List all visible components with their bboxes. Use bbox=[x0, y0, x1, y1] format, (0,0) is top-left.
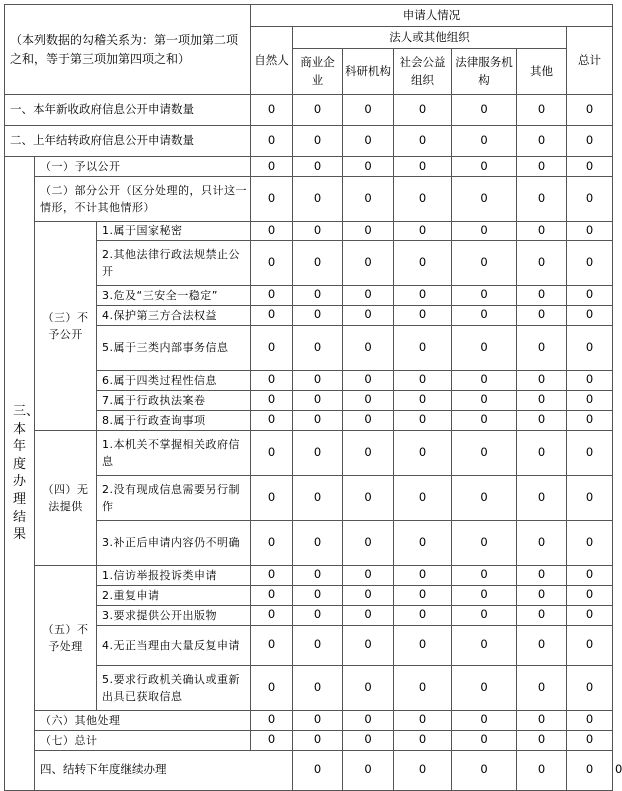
header-legal-service: 法律服务机构 bbox=[452, 49, 517, 95]
value-cell: 0 bbox=[567, 565, 613, 585]
value-cell: 0 bbox=[343, 665, 394, 710]
value-cell: 0 bbox=[567, 305, 613, 325]
value-cell: 0 bbox=[293, 126, 343, 157]
table-row bbox=[5, 665, 613, 710]
value-cell: 0 bbox=[567, 475, 613, 520]
header-applicant: 申请人情况 bbox=[251, 5, 613, 27]
group-label-g4: （四）无法提供 bbox=[35, 430, 97, 565]
value-cell: 0 bbox=[394, 177, 452, 222]
value-cell: 0 bbox=[394, 665, 452, 710]
row-label: 7.属于行政执法案卷 bbox=[97, 390, 251, 410]
value-cell: 0 bbox=[517, 240, 567, 285]
value-cell: 0 bbox=[394, 222, 452, 241]
value-cell: 0 bbox=[517, 430, 567, 475]
value-cell: 0 bbox=[452, 585, 517, 605]
row-label: 4.无正当理由大量反复申请 bbox=[97, 625, 251, 665]
value-cell: 0 bbox=[394, 430, 452, 475]
value-cell: 0 bbox=[343, 605, 394, 625]
value-cell: 0 bbox=[293, 430, 343, 475]
value-cell: 0 bbox=[343, 565, 394, 585]
value-cell: 0 bbox=[452, 370, 517, 390]
value-cell: 0 bbox=[567, 240, 613, 285]
value-cell: 0 bbox=[343, 625, 394, 665]
value-cell: 0 bbox=[293, 585, 343, 605]
value-cell: 0 bbox=[567, 625, 613, 665]
group-label-g3: （三）不予公开 bbox=[35, 222, 97, 431]
value-cell: 0 bbox=[251, 222, 293, 241]
value-cell: 0 bbox=[452, 475, 517, 520]
table-row bbox=[5, 370, 613, 390]
value-cell: 0 bbox=[452, 430, 517, 475]
header-social: 社会公益组织 bbox=[394, 49, 452, 95]
value-cell: 0 bbox=[251, 410, 293, 430]
table-row bbox=[5, 410, 613, 430]
value-cell: 0 bbox=[343, 750, 394, 790]
value-cell: 0 bbox=[567, 665, 613, 710]
value-cell: 0 bbox=[251, 585, 293, 605]
value-cell: 0 bbox=[394, 475, 452, 520]
table-row bbox=[5, 305, 613, 325]
value-cell: 0 bbox=[394, 585, 452, 605]
value-cell: 0 bbox=[251, 625, 293, 665]
value-cell: 0 bbox=[567, 430, 613, 475]
value-cell: 0 bbox=[452, 565, 517, 585]
row-label: （七）总计 bbox=[35, 730, 251, 750]
value-cell: 0 bbox=[517, 222, 567, 241]
value-cell: 0 bbox=[567, 410, 613, 430]
value-cell: 0 bbox=[394, 95, 452, 126]
value-cell: 0 bbox=[517, 475, 567, 520]
value-cell: 0 bbox=[251, 710, 293, 730]
value-cell: 0 bbox=[452, 605, 517, 625]
table-row bbox=[5, 565, 613, 585]
value-cell: 0 bbox=[293, 95, 343, 126]
value-cell: 0 bbox=[293, 605, 343, 625]
value-cell: 0 bbox=[293, 240, 343, 285]
value-cell: 0 bbox=[517, 157, 567, 177]
value-cell: 0 bbox=[567, 390, 613, 410]
value-cell: 0 bbox=[394, 730, 452, 750]
value-cell: 0 bbox=[343, 370, 394, 390]
value-cell: 0 bbox=[452, 240, 517, 285]
value-cell: 0 bbox=[394, 305, 452, 325]
value-cell: 0 bbox=[251, 325, 293, 370]
value-cell: 0 bbox=[251, 430, 293, 475]
value-cell: 0 bbox=[394, 565, 452, 585]
row-label: 3.补正后申请内容仍不明确 bbox=[97, 520, 251, 565]
value-cell: 0 bbox=[394, 157, 452, 177]
value-cell: 0 bbox=[517, 565, 567, 585]
value-cell: 0 bbox=[394, 520, 452, 565]
value-cell: 0 bbox=[293, 565, 343, 585]
value-cell: 0 bbox=[394, 240, 452, 285]
value-cell: 0 bbox=[343, 430, 394, 475]
table-row: 四、结转下年度继续办理 0 0 0 0 0 0 0 bbox=[5, 750, 613, 790]
value-cell: 0 bbox=[452, 157, 517, 177]
value-cell: 0 bbox=[251, 285, 293, 305]
value-cell: 0 bbox=[251, 240, 293, 285]
row-label: 4.保护第三方合法权益 bbox=[97, 305, 251, 325]
value-cell: 0 bbox=[343, 710, 394, 730]
table-row bbox=[5, 240, 613, 285]
value-cell: 0 bbox=[517, 520, 567, 565]
value-cell: 0 bbox=[251, 565, 293, 585]
table-row bbox=[5, 730, 613, 750]
value-cell: 0 bbox=[517, 305, 567, 325]
value-cell: 0 bbox=[293, 625, 343, 665]
row-label: 3.要求提供公开出版物 bbox=[97, 605, 251, 625]
group-label-g5: （五）不予处理 bbox=[35, 565, 97, 710]
value-cell: 0 bbox=[343, 240, 394, 285]
row-label: 四、结转下年度继续办理 bbox=[35, 750, 293, 790]
value-cell: 0 bbox=[343, 157, 394, 177]
value-cell: 0 bbox=[343, 520, 394, 565]
value-cell: 0 bbox=[251, 390, 293, 410]
value-cell: 0 bbox=[567, 370, 613, 390]
table-row bbox=[5, 520, 613, 565]
value-cell: 0 bbox=[343, 475, 394, 520]
value-cell: 0 bbox=[251, 370, 293, 390]
row-label: 6.属于四类过程性信息 bbox=[97, 370, 251, 390]
section3-label-text: 三、本年度办理结果 bbox=[13, 404, 40, 543]
row-label: 3.危及“三安全一稳定” bbox=[97, 285, 251, 305]
row-label: （二）部分公开（区分处理的，只计这一情形，不计其他情形） bbox=[35, 177, 251, 222]
value-cell: 0 bbox=[343, 285, 394, 305]
value-cell: 0 bbox=[452, 750, 517, 790]
value-cell: 0 bbox=[343, 222, 394, 241]
value-cell: 0 bbox=[517, 370, 567, 390]
row-label: 1.信访举报投诉类申请 bbox=[97, 565, 251, 585]
value-cell: 0 bbox=[251, 126, 293, 157]
row-label: 5.要求行政机关确认或重新出具已获取信息 bbox=[97, 665, 251, 710]
value-cell: 0 bbox=[452, 222, 517, 241]
value-cell: 0 bbox=[251, 605, 293, 625]
value-cell: 0 bbox=[251, 730, 293, 750]
table-row bbox=[5, 390, 613, 410]
row-label: 1.本机关不掌握相关政府信息 bbox=[97, 430, 251, 475]
table-row bbox=[5, 222, 613, 241]
value-cell: 0 bbox=[517, 285, 567, 305]
value-cell: 0 bbox=[293, 390, 343, 410]
value-cell: 0 bbox=[343, 95, 394, 126]
table-row bbox=[5, 710, 613, 730]
value-cell: 0 bbox=[343, 410, 394, 430]
table-row bbox=[5, 325, 613, 370]
value-cell: 0 bbox=[251, 177, 293, 222]
value-cell: 0 bbox=[452, 520, 517, 565]
value-cell: 0 bbox=[452, 177, 517, 222]
row-label: 5.属于三类内部事务信息 bbox=[97, 325, 251, 370]
value-cell: 0 bbox=[452, 95, 517, 126]
value-cell: 0 bbox=[567, 750, 613, 790]
value-cell: 0 bbox=[293, 520, 343, 565]
value-cell: 0 bbox=[567, 585, 613, 605]
value-cell: 0 bbox=[517, 730, 567, 750]
value-cell: 0 bbox=[343, 325, 394, 370]
row-label: 2.重复申请 bbox=[97, 585, 251, 605]
value-cell: 0 bbox=[567, 730, 613, 750]
value-cell: 0 bbox=[517, 390, 567, 410]
value-cell: 0 bbox=[394, 625, 452, 665]
value-cell: 0 bbox=[567, 605, 613, 625]
value-cell: 0 bbox=[293, 370, 343, 390]
value-cell: 0 bbox=[251, 665, 293, 710]
value-cell: 0 bbox=[343, 585, 394, 605]
value-cell: 0 bbox=[452, 325, 517, 370]
value-cell: 0 bbox=[567, 710, 613, 730]
row-label: 2.没有现成信息需要另行制作 bbox=[97, 475, 251, 520]
row-label: 1.属于国家秘密 bbox=[97, 222, 251, 241]
value-cell: 0 bbox=[567, 95, 613, 126]
value-cell: 0 bbox=[293, 305, 343, 325]
value-cell: 0 bbox=[293, 710, 343, 730]
table-row bbox=[5, 430, 613, 475]
header-total: 总计 bbox=[567, 27, 613, 95]
value-cell: 0 bbox=[452, 665, 517, 710]
header-research: 科研机构 bbox=[343, 49, 394, 95]
value-cell: 0 bbox=[293, 325, 343, 370]
value-cell: 0 bbox=[293, 285, 343, 305]
header-other: 其他 bbox=[517, 49, 567, 95]
value-cell: 0 bbox=[517, 177, 567, 222]
header-legal-group: 法人或其他组织 bbox=[293, 27, 567, 49]
value-cell: 0 bbox=[452, 625, 517, 665]
value-cell: 0 bbox=[452, 305, 517, 325]
value-cell: 0 bbox=[251, 475, 293, 520]
row-label: （一）予以公开 bbox=[35, 157, 251, 177]
value-cell: 0 bbox=[394, 370, 452, 390]
value-cell: 0 bbox=[452, 410, 517, 430]
table-row bbox=[5, 475, 613, 520]
value-cell: 0 bbox=[293, 410, 343, 430]
value-cell: 0 bbox=[452, 730, 517, 750]
value-cell: 0 bbox=[517, 325, 567, 370]
value-cell: 0 bbox=[517, 95, 567, 126]
value-cell: 0 bbox=[517, 710, 567, 730]
table-row bbox=[5, 585, 613, 605]
value-cell: 0 bbox=[343, 390, 394, 410]
value-cell: 0 bbox=[343, 730, 394, 750]
value-cell: 0 bbox=[567, 157, 613, 177]
value-cell: 0 bbox=[517, 410, 567, 430]
value-cell: 0 bbox=[343, 305, 394, 325]
value-cell: 0 bbox=[394, 325, 452, 370]
value-cell: 0 bbox=[567, 325, 613, 370]
value-cell: 0 bbox=[567, 177, 613, 222]
value-cell: 0 bbox=[251, 520, 293, 565]
value-cell: 0 bbox=[517, 585, 567, 605]
row-label: 2.其他法律行政法规禁止公开 bbox=[97, 240, 251, 285]
value-cell: 0 bbox=[293, 475, 343, 520]
value-cell: 0 bbox=[567, 126, 613, 157]
value-cell: 0 bbox=[567, 520, 613, 565]
value-cell: 0 bbox=[452, 126, 517, 157]
header-natural-person: 自然人 bbox=[251, 27, 293, 95]
value-cell: 0 bbox=[251, 305, 293, 325]
value-cell: 0 bbox=[293, 665, 343, 710]
value-cell: 0 bbox=[517, 750, 567, 790]
section3-label bbox=[5, 157, 40, 791]
value-cell: 0 bbox=[394, 605, 452, 625]
table-row bbox=[5, 625, 613, 665]
value-cell: 0 bbox=[567, 222, 613, 241]
value-cell: 0 bbox=[517, 126, 567, 157]
value-cell: 0 bbox=[343, 177, 394, 222]
row-label: 二、上年结转政府信息公开申请数量 bbox=[5, 126, 251, 157]
value-cell: 0 bbox=[394, 390, 452, 410]
value-cell: 0 bbox=[452, 710, 517, 730]
value-cell: 0 bbox=[394, 750, 452, 790]
value-cell: 0 bbox=[343, 126, 394, 157]
value-cell: 0 bbox=[293, 177, 343, 222]
value-cell: 0 bbox=[293, 750, 343, 790]
value-cell: 0 bbox=[293, 730, 343, 750]
value-cell: 0 bbox=[251, 157, 293, 177]
value-cell: 0 bbox=[293, 222, 343, 241]
value-cell: 0 bbox=[517, 625, 567, 665]
value-cell: 0 bbox=[251, 95, 293, 126]
table-row bbox=[5, 605, 613, 625]
value-cell: 0 bbox=[394, 126, 452, 157]
value-cell: 0 bbox=[293, 157, 343, 177]
value-cell: 0 bbox=[567, 285, 613, 305]
row-label: 8.属于行政查询事项 bbox=[97, 410, 251, 430]
row-label: 一、本年新收政府信息公开申请数量 bbox=[5, 95, 251, 126]
header-commercial: 商业企业 bbox=[293, 49, 343, 95]
disclosure-statistics-table bbox=[4, 4, 622, 791]
value-cell: 0 bbox=[452, 390, 517, 410]
value-cell: 0 bbox=[517, 665, 567, 710]
value-cell: 0 bbox=[394, 285, 452, 305]
value-cell: 0 bbox=[394, 710, 452, 730]
header-note: （本列数据的勾稽关系为：第一项加第二项之和，等于第三项加第四项之和） bbox=[5, 5, 251, 95]
row-label: （六）其他处理 bbox=[35, 710, 251, 730]
table-row bbox=[5, 285, 613, 305]
value-cell: 0 bbox=[394, 410, 452, 430]
value-cell: 0 bbox=[517, 605, 567, 625]
value-cell: 0 bbox=[452, 285, 517, 305]
